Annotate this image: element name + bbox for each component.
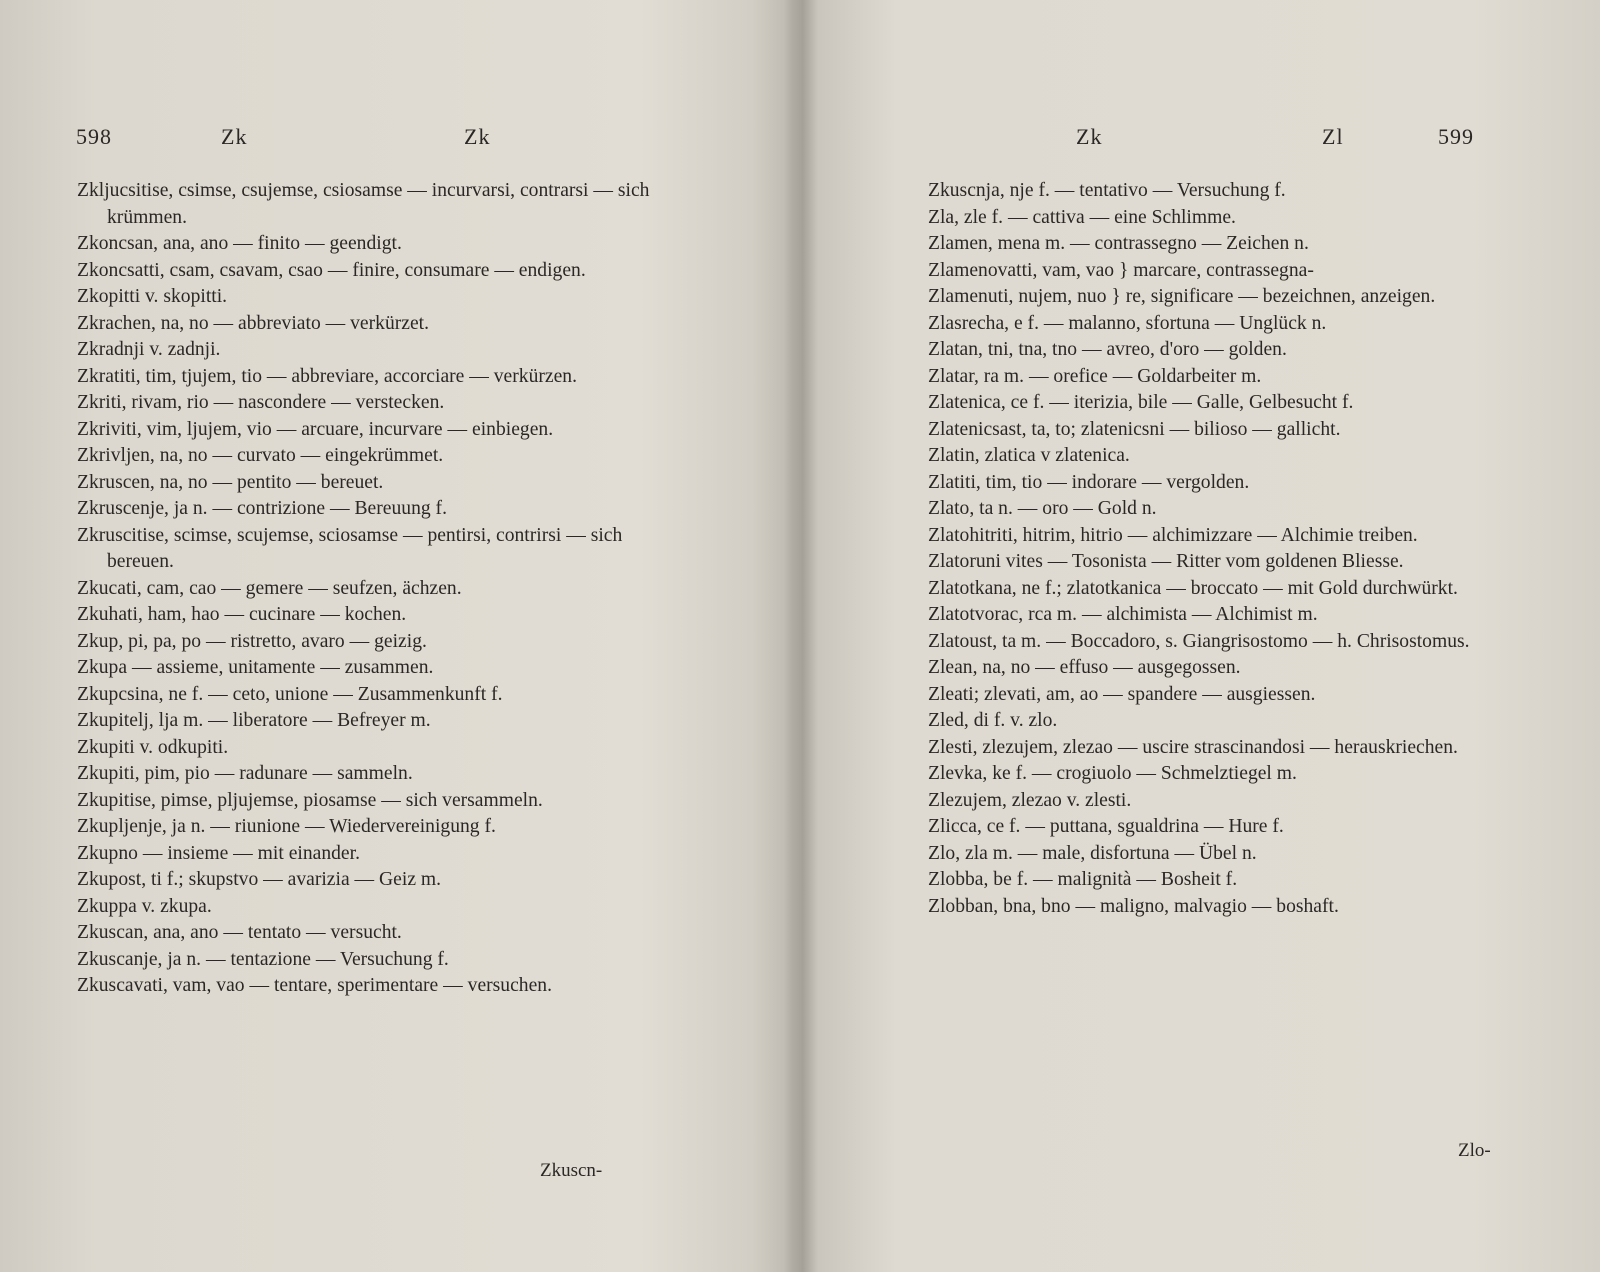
dictionary-entry: Zkup, pi, pa, po — ristretto, avaro — geizig.: [77, 630, 427, 652]
dictionary-entry: Zlatin, zlatica v zlatenica.: [928, 445, 1130, 466]
dictionary-entry: Zlatoust, ta m. — Boccadoro, s. Giangrisostomo — h. Chrisostomus.: [928, 630, 1470, 652]
dictionary-entry: Zkuscan, ana, ano — tentato — versucht.: [77, 922, 402, 943]
dictionary-entry: Zkupost, ti f.; skupstvo — avarizia — Geiz m.: [77, 869, 442, 890]
dictionary-entry: Zkucati, cam, cao — gemere — seufzen, ächzen.: [77, 577, 462, 599]
left-page: [0, 0, 784, 1272]
right-page: [818, 0, 1600, 1272]
entry-list: [928, 178, 1508, 920]
dictionary-entry: Zkuscanje, ja n. — tentazione — Versuchung f.: [77, 948, 449, 970]
dictionary-entry: Zkruscenje, ja n. — contrizione — Bereuung f.: [77, 498, 447, 519]
dictionary-entry: Zlicca, ce f. — puttana, sgualdrina — Hure f.: [928, 816, 1284, 837]
dictionary-entry: Zlobban, bna, bno — maligno, malvagio — boshaft.: [928, 895, 1339, 917]
page-number: 599: [1438, 124, 1474, 149]
dictionary-entry: Zlezujem, zlezao v. zlesti.: [928, 789, 1132, 811]
dictionary-entry: Zkupiti v. odkupiti.: [77, 736, 229, 758]
dictionary-entry: Zlasrecha, e f. — malanno, sfortuna — Unglück n.: [928, 312, 1327, 334]
dictionary-entry: Zlamen, mena m. — contrassegno — Zeichen n.: [928, 233, 1309, 254]
dictionary-entry: Zkljucsitise, csimse, csujemse, csiosamse — incurvarsi, contrarsi — sich krümmen.: [77, 180, 650, 228]
dictionary-entry: Zkrachen, na, no — abbreviato — verkürzet.: [77, 312, 429, 334]
catchword: Zkuscn-: [540, 1160, 603, 1181]
dictionary-entry: Zlevka, ke f. — crogiuolo — Schmelztiegel m.: [928, 763, 1297, 784]
dictionary-entry: Zkruscitise, scimse, scujemse, sciosamse — pentirsi, contrirsi — sich bereuen.: [77, 524, 623, 572]
dictionary-entry: Zkuppa v. zkupa.: [77, 895, 212, 917]
dictionary-entry: Zkoncsan, ana, ano — finito — geendigt.: [77, 233, 402, 254]
dictionary-entry: Zkradnji v. zadnji.: [77, 339, 221, 360]
dictionary-entry: Zkoncsatti, csam, csavam, csao — finire, consumare — endigen.: [77, 259, 586, 281]
dictionary-entry: Zlobba, be f. — malignità — Bosheit f.: [928, 869, 1238, 890]
dictionary-entry: Zlamenovatti, vam, vao } marcare, contrassegna-: [928, 259, 1314, 281]
running-head-right: Zk: [464, 124, 491, 149]
dictionary-entry: Zkriti, rivam, rio — nascondere — verstecken.: [77, 392, 445, 413]
dictionary-entry: Zkopitti v. skopitti.: [77, 286, 228, 307]
dictionary-entry: Zled, di f. v. zlo.: [928, 710, 1058, 731]
dictionary-entry: Zkupljenje, ja n. — riunione — Wiedervereinigung f.: [77, 816, 496, 837]
dictionary-entry: Zkupcsina, ne f. — ceto, unione — Zusammenkunft f.: [77, 683, 503, 705]
dictionary-entry: Zlamenuti, nujem, nuo } re, significare — bezeichnen, anzeigen.: [928, 286, 1436, 307]
dictionary-entry: Zkupiti, pim, pio — radunare — sammeln.: [77, 763, 413, 784]
dictionary-entry: Zlo, zla m. — male, disfortuna — Übel n.: [928, 842, 1257, 864]
dictionary-entry: Zkuscavati, vam, vao — tentare, sperimentare — versuchen.: [77, 975, 552, 996]
entry-list: [77, 178, 651, 1000]
dictionary-entry: Zlatotvorac, rca m. — alchimista — Alchimist m.: [928, 604, 1318, 625]
dictionary-entry: Zkuscnja, nje f. — tentativo — Versuchung f.: [928, 180, 1286, 201]
dictionary-entry: Zkupitelj, lja m. — liberatore — Befreyer m.: [77, 710, 431, 731]
dictionary-entry: Zleati; zlevati, am, ao — spandere — ausgiessen.: [928, 683, 1316, 705]
dictionary-entry: Zkrivljen, na, no — curvato — eingekrümmet.: [77, 445, 444, 466]
dictionary-entry: Zkupa — assieme, unitamente — zusammen.: [77, 657, 434, 678]
dictionary-entry: Zlesti, zlezujem, zlezao — uscire strascinandosi — herauskriechen.: [928, 736, 1458, 758]
dictionary-entry: Zlatotkana, ne f.; zlatotkanica — broccato — mit Gold durchwürkt.: [928, 577, 1458, 599]
dictionary-entry: Zlatenica, ce f. — iterizia, bile — Galle, Gelbesucht f.: [928, 392, 1354, 413]
book-gutter: [784, 0, 818, 1272]
running-head-left: Zk: [1076, 124, 1103, 149]
dictionary-entry: Zlean, na, no — effuso — ausgegossen.: [928, 657, 1241, 678]
dictionary-entry: Zlatan, tni, tna, tno — avreo, d'oro — golden.: [928, 339, 1287, 360]
dictionary-entry: Zkupitise, pimse, pljujemse, piosamse — sich versammeln.: [77, 789, 543, 811]
running-head-left: Zk: [221, 124, 248, 149]
dictionary-entry: Zkratiti, tim, tjujem, tio — abbreviare, accorciare — verkürzen.: [77, 365, 577, 387]
dictionary-entry: Zlato, ta n. — oro — Gold n.: [928, 498, 1157, 519]
dictionary-entry: Zlatar, ra m. — orefice — Goldarbeiter m.: [928, 365, 1262, 387]
page-number: 598: [76, 124, 112, 149]
dictionary-entry: Zlatoruni vites — Tosonista — Ritter vom goldenen Bliesse.: [928, 551, 1404, 572]
dictionary-entry: Zkupno — insieme — mit einander.: [77, 842, 360, 864]
running-head-right: Zl: [1322, 124, 1344, 149]
catchword: Zlo-: [1458, 1140, 1491, 1161]
dictionary-entry: Zkriviti, vim, ljujem, vio — arcuare, incurvare — einbiegen.: [77, 418, 554, 440]
dictionary-entry: Zlatohitriti, hitrim, hitrio — alchimizzare — Alchimie treiben.: [928, 524, 1418, 546]
dictionary-entry: Zlatiti, tim, tio — indorare — vergolden.: [928, 471, 1250, 493]
dictionary-entry: Zlatenicsast, ta, to; zlatenicsni — bilioso — gallicht.: [928, 418, 1341, 440]
dictionary-entry: Zkuhati, ham, hao — cucinare — kochen.: [77, 604, 407, 625]
dictionary-entry: Zla, zle f. — cattiva — eine Schlimme.: [928, 206, 1236, 228]
dictionary-entry: Zkruscen, na, no — pentito — bereuet.: [77, 471, 384, 493]
